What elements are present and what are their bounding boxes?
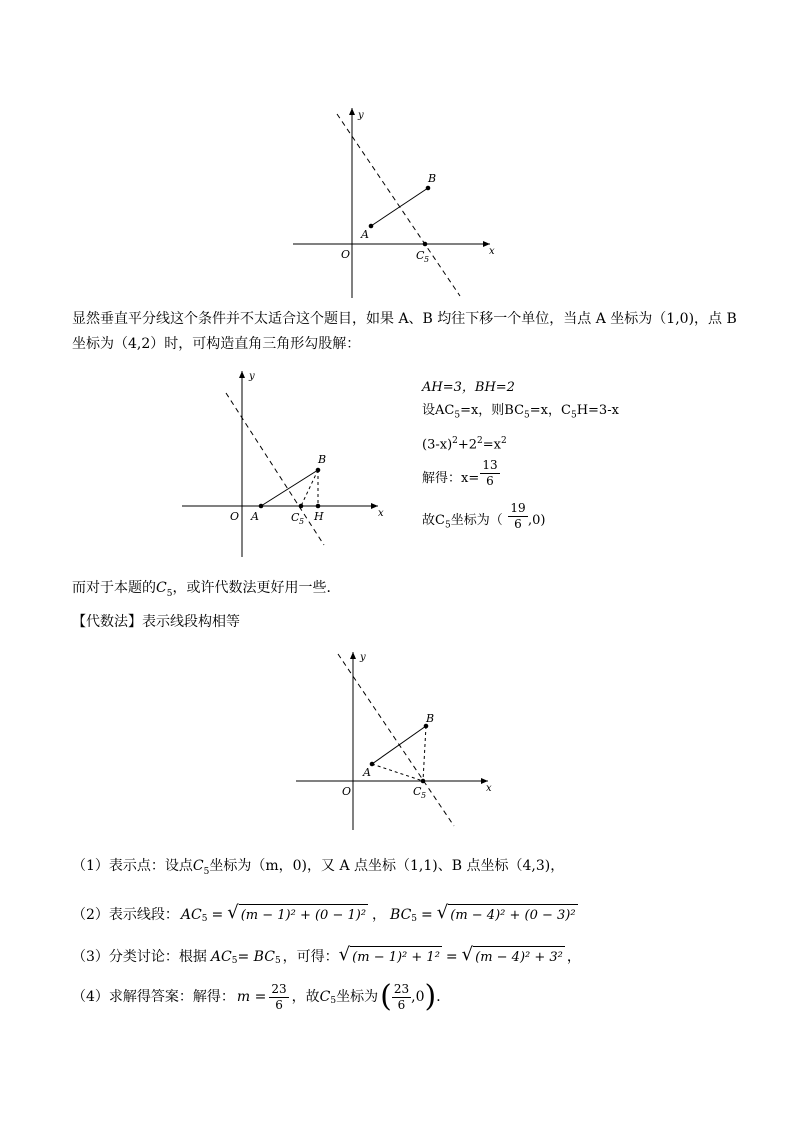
subscript: 5 — [454, 410, 461, 421]
y-axis-label: y — [249, 371, 255, 382]
subscript: 5 — [203, 866, 210, 877]
text: 坐标为 — [336, 989, 379, 1005]
segment-ab — [371, 188, 428, 226]
point-c5-label: C — [291, 511, 300, 524]
text: （2）表示线段： — [72, 907, 179, 923]
numerator: 13 — [480, 458, 500, 474]
solution-line-2 — [422, 401, 619, 426]
perpendicular-bisector-line — [338, 654, 454, 826]
solution-line-3 — [422, 431, 507, 455]
subscript: 5 — [274, 956, 281, 966]
superscript: 2 — [501, 436, 507, 446]
solution-line-1-text: AH=3，BH=2 — [422, 380, 515, 395]
origin-label: O — [230, 510, 240, 523]
denominator: 6 — [514, 517, 522, 531]
text: H=3-x — [576, 403, 619, 418]
fraction-13-6 — [480, 458, 500, 489]
origin-label: O — [342, 785, 352, 798]
point-c5-dot — [423, 242, 428, 247]
text: （3）分类讨论：根据 — [72, 949, 207, 965]
text: ，可得： — [282, 949, 339, 965]
text: （4）求解得答案：解得： — [72, 989, 235, 1005]
sqrt-rhs — [462, 946, 565, 968]
segment-ab — [372, 726, 426, 764]
solution-line-5-suffix: ,0) — [528, 513, 546, 528]
x-axis-label: x — [378, 508, 384, 519]
numerator: 19 — [508, 501, 528, 517]
text: 坐标为（ — [450, 513, 503, 528]
section-heading: 【代数法】表示线段构相等 — [72, 614, 240, 630]
text: +2 — [457, 437, 478, 453]
text: m = — [236, 989, 267, 1005]
figure-2-right-triangle-diagram — [178, 365, 393, 560]
text: BC — [390, 907, 412, 923]
subscript: 5 — [201, 914, 208, 924]
text: （1）表示点：设点 — [72, 858, 193, 874]
period: ． — [436, 989, 451, 1005]
fraction-23-6-coord — [392, 982, 411, 1013]
y-axis-label: y — [358, 110, 364, 121]
subscript: 5 — [166, 588, 173, 599]
x-axis-label: x — [486, 783, 492, 794]
paragraph-2 — [72, 578, 340, 604]
equals: = — [211, 907, 224, 923]
point-c5-dot — [421, 779, 426, 784]
origin-label: O — [341, 248, 351, 261]
subscript: 5 — [330, 996, 337, 1006]
point-b-label: B — [426, 712, 435, 725]
text: C — [192, 858, 204, 874]
text: C — [156, 580, 167, 596]
subscript: 5 — [411, 914, 418, 924]
text: ，故 — [291, 989, 320, 1005]
point-a-dot — [369, 224, 374, 229]
point-b-dot — [426, 186, 431, 191]
sqrt-2 — [437, 904, 578, 926]
y-axis-label: y — [360, 652, 366, 663]
sqrt-icon: √ — [227, 902, 239, 923]
point-b-dot — [316, 468, 321, 473]
step-4 — [72, 979, 450, 1015]
text: ，或许代数法更好用一些． — [172, 580, 341, 596]
comma: ， — [566, 949, 581, 965]
point-b-label: B — [428, 172, 437, 185]
figure-3-coordinate-diagram — [290, 648, 505, 833]
text: C — [319, 989, 331, 1005]
segment-ac5 — [372, 764, 423, 781]
fraction-23-6 — [269, 982, 288, 1013]
point-b-label: B — [318, 453, 327, 466]
text: 坐标为（m，0)，又 A 点坐标（1,1)、B 点坐标（4,3)， — [209, 858, 565, 874]
subscript: 5 — [570, 410, 577, 421]
step-3 — [72, 943, 581, 971]
text: = BC — [237, 949, 275, 965]
comma: ， — [372, 907, 387, 923]
subscript: 5 — [231, 956, 238, 966]
radicand: (m − 4)² + (0 − 3)² — [448, 904, 577, 926]
text: =x，C — [529, 403, 571, 418]
sqrt-1 — [227, 904, 368, 926]
point-c5-subscript: 5 — [421, 791, 427, 800]
radicand: (m − 1)² + (0 − 1)² — [239, 904, 368, 926]
sqrt-lhs — [339, 946, 442, 968]
text: =x — [482, 437, 502, 453]
subscript: 5 — [524, 410, 530, 421]
solution-line-1 — [422, 378, 515, 398]
x-axis-label: x — [489, 246, 495, 257]
subscript: 5 — [444, 520, 451, 531]
fraction-19-6 — [508, 501, 528, 532]
point-a-label: A — [361, 228, 369, 241]
text: 而对于本题的 — [72, 580, 156, 596]
sqrt-icon: √ — [436, 902, 449, 923]
numerator: 23 — [271, 981, 287, 996]
paragraph-1-line-2: 坐标为（4,2）时，可构造直角三角形勾股解： — [72, 336, 361, 352]
segment-bc5 — [423, 726, 426, 781]
denominator: 6 — [275, 997, 283, 1012]
point-c5-label: C — [413, 785, 422, 798]
step-2 — [72, 901, 578, 929]
superscript: 2 — [452, 436, 458, 446]
denominator: 6 — [486, 474, 494, 488]
equals: = — [445, 949, 458, 965]
text: 设AC — [422, 403, 455, 418]
perpendicular-bisector-line — [337, 114, 460, 296]
perpendicular-bisector-line — [226, 393, 327, 545]
solution-line-5-prefix — [422, 511, 503, 536]
paren-left: ( — [380, 979, 392, 1014]
point-h-label: H — [314, 510, 324, 523]
text: AC — [180, 907, 202, 923]
text: (3-x) — [422, 437, 453, 453]
step-1 — [72, 856, 564, 882]
text: ,0 — [411, 989, 425, 1005]
equals: = — [421, 907, 433, 923]
numerator: 23 — [393, 981, 410, 996]
point-c5-dot — [299, 504, 304, 509]
text: 故C — [422, 513, 445, 528]
point-c5-subscript: 5 — [424, 255, 430, 264]
sqrt-icon: √ — [338, 944, 351, 965]
paren-right: ) — [424, 979, 437, 1014]
point-a-label: A — [251, 510, 259, 523]
solution-line-4-prefix: 解得：x= — [422, 471, 480, 486]
point-a-dot — [259, 504, 264, 509]
point-h-dot — [316, 504, 321, 509]
figure-1-coordinate-diagram — [285, 100, 505, 300]
denominator: 6 — [397, 997, 406, 1012]
point-a-label: A — [363, 766, 371, 779]
text: AC — [210, 949, 232, 965]
sqrt-icon: √ — [461, 944, 474, 965]
point-c5-subscript: 5 — [299, 517, 305, 526]
text: =x，则BC — [460, 403, 525, 418]
superscript: 2 — [477, 436, 483, 446]
point-c5-label: C — [416, 249, 425, 262]
radicand: (m − 1)² + 1² — [350, 946, 442, 968]
paragraph-1-line-1: 显然垂直平分线这个条件并不太适合这个题目，如果 A、B 均往下移一个单位，当点 A 坐标为（1,0)，点 B — [72, 311, 737, 327]
radicand: (m − 4)² + 3² — [473, 946, 565, 968]
